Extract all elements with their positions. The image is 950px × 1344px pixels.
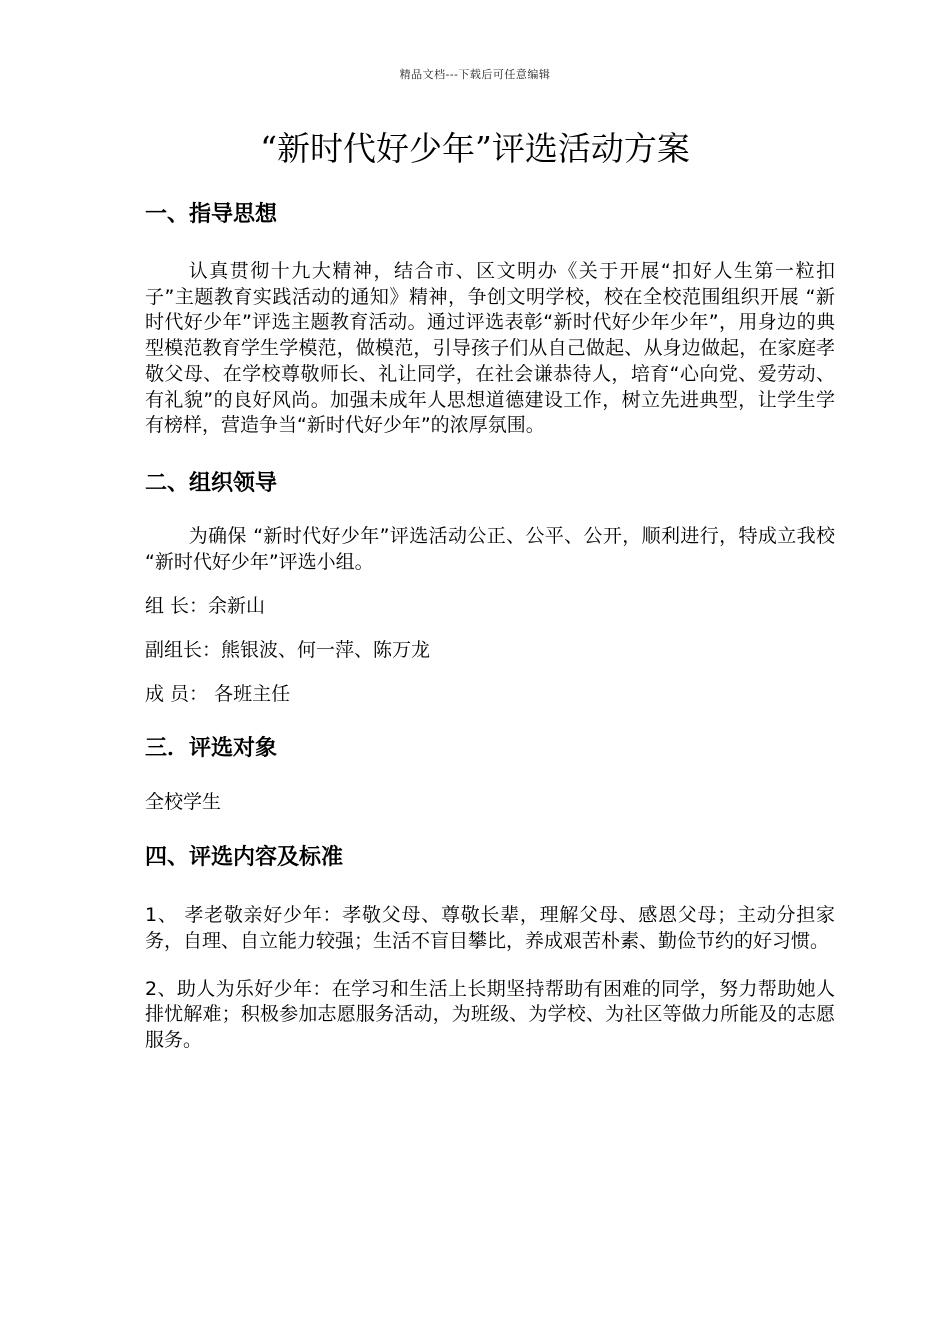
group-leader: 组 长：余新山 — [145, 595, 266, 618]
deputy-leaders: 副组长：熊银波、何一萍、陈万龙 — [145, 639, 431, 662]
section-heading-guiding: 一、指导思想 — [145, 202, 278, 227]
document-title: “新时代好少年”评选活动方案 — [260, 129, 690, 168]
guiding-paragraph: 认真贯彻十九大精神，结合市、区文明办《关于开展“扣好人生第一粒扣子”主题教育实践活动的通知》精神，争创文明学校，校在全校范围组织开展 “新时代好少年”评选主题教育活动。通过评选表彰“新时代好少年少年”，用身边的典型模范教育学生学模范，做模范，引导孩子们从自己做起、从身边做起，在家庭孝敬父母、在学校尊敬师长、礼让同学，在社会谦恭待人，培育“心向党、爱劳动、有礼貌”的良好风尚。加强未成年人思想道德建设工作，树立先进典型，让学生学有榜样，营造争当“新时代好少年”的浓厚氛围。 — [145, 260, 835, 437]
target-text: 全校学生 — [145, 791, 222, 814]
section-heading-leadership: 二、组织领导 — [145, 470, 278, 496]
leadership-paragraph: 为确保 “新时代好少年”评选活动公正、公平、公开，顺利进行，特成立我校 “新时代好少年”评选小组。 — [145, 524, 835, 573]
document-body — [145, 198, 835, 1054]
group-members: 成 员： 各班主任 — [145, 683, 291, 706]
section-heading-target: 三．评选对象 — [145, 736, 278, 762]
page-header-note: 精品文档---下载后可任意编辑 — [399, 68, 551, 81]
section-heading-criteria: 四、评选内容及标准 — [145, 845, 344, 871]
criteria-item-1: 1、 孝老敬亲好少年：孝敬父母、尊敬长辈，理解父母、感恩父母；主动分担家务，自理、自立能力较强；生活不盲目攀比，养成艰苦朴素、勤俭节约的好习惯。 — [145, 904, 835, 953]
criteria-item-2: 2、助人为乐好少年：在学习和生活上长期坚持帮助有困难的同学，努力帮助她人排忧解难；积极参加志愿服务活动，为班级、为学校、为社区等做力所能及的志愿服务。 — [145, 977, 835, 1052]
